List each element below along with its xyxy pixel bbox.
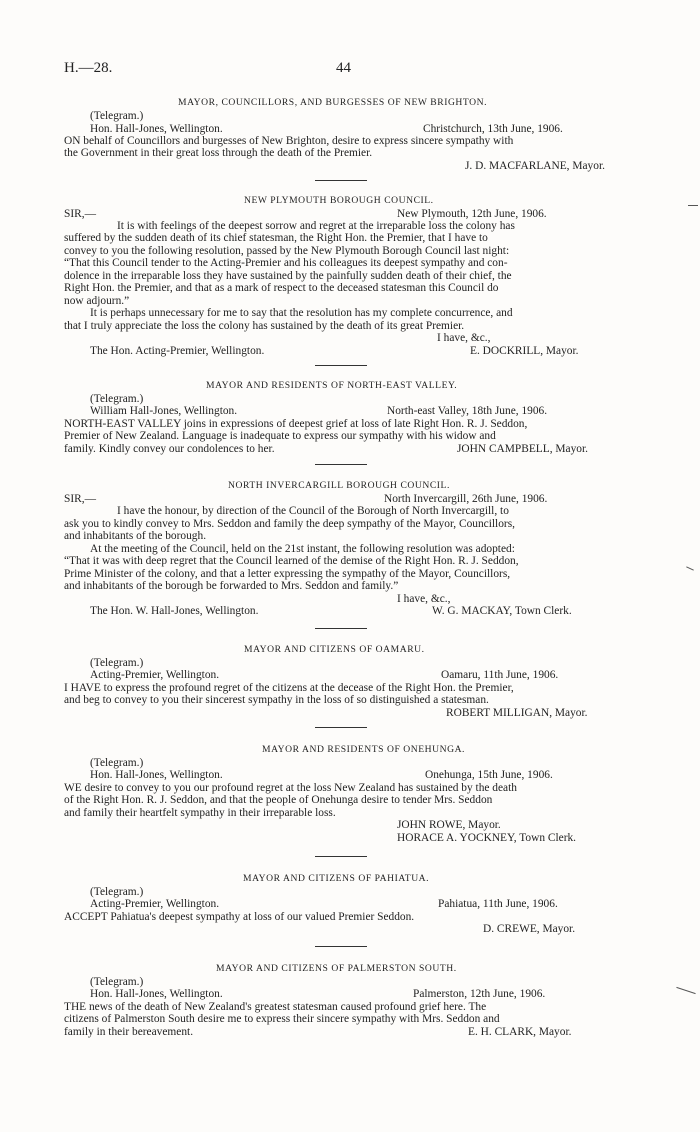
body-line: of the Right Hon. R. J. Seddon, and that the people of Onehunga desire to tender Mrs. Seddon [64, 794, 493, 806]
closing: I have, &c., [397, 593, 451, 605]
signature: JOHN CAMPBELL, Mayor. [457, 443, 588, 455]
signature: E. H. CLARK, Mayor. [468, 1026, 572, 1038]
telegram-label: (Telegram.) [90, 657, 144, 669]
body-line: and beg to convey to you their sincerest sympathy in the loss of so distinguished a statesman. [64, 694, 489, 706]
salutation: SIR,— [64, 493, 96, 505]
body-line: and inhabitants of the borough. [64, 530, 207, 542]
body-line: WE desire to convey to you our profound regret at the loss New Zealand has sustained by the death [64, 782, 517, 794]
body-line: and family their heartfelt sympathy in their irreparable loss. [64, 807, 336, 819]
signature-clerk: HORACE A. YOCKNEY, Town Clerk. [397, 832, 577, 844]
telegram-label: (Telegram.) [90, 976, 144, 988]
body-line: At the meeting of the Council, held on the 21st instant, the following resolution was adopted: [90, 543, 515, 555]
recipient: Hon. Hall-Jones, Wellington. [90, 123, 223, 135]
body-line: family. Kindly convey our condolences to her. [64, 443, 275, 455]
recipient: William Hall-Jones, Wellington. [90, 405, 238, 417]
page-number: 44 [336, 60, 351, 76]
body-line: ask you to kindly convey to Mrs. Seddon and family the deep sympathy of the Mayor, Councillors, [64, 518, 515, 530]
place-date: Oamaru, 11th June, 1906. [441, 669, 559, 681]
recipient: The Hon. Acting-Premier, Wellington. [90, 345, 265, 357]
signature: ROBERT MILLIGAN, Mayor. [446, 707, 588, 719]
signature: E. DOCKRILL, Mayor. [470, 345, 579, 357]
section-title: NORTH INVERCARGILL BOROUGH COUNCIL. [228, 480, 450, 491]
section-title: MAYOR AND RESIDENTS OF NORTH-EAST VALLEY. [206, 380, 458, 391]
salutation: SIR,— [64, 208, 96, 220]
place-date: Pahiatua, 11th June, 1906. [438, 898, 558, 910]
place-date: North Invercargill, 26th June, 1906. [384, 493, 548, 505]
section-title: MAYOR AND CITIZENS OF OAMARU. [244, 644, 425, 655]
place-date: North-east Valley, 18th June, 1906. [387, 405, 548, 417]
margin-mark [686, 566, 694, 570]
body-line: I have the honour, by direction of the Council of the Borough of North Invercargill, to [117, 505, 509, 517]
telegram-label: (Telegram.) [90, 393, 144, 405]
body-line: “That this Council tender to the Acting-Premier and his colleagues its deepest sympathy and con- [64, 257, 508, 269]
telegram-label: (Telegram.) [90, 886, 144, 898]
body-line: dolence in the irreparable loss they have sustained by the painfully sudden death of their chief, the [64, 270, 512, 282]
body-line: THE news of the death of New Zealand's greatest statesman caused profound grief here. The [64, 1001, 487, 1013]
telegram-label: (Telegram.) [90, 757, 144, 769]
recipient: Hon. Hall-Jones, Wellington. [90, 988, 223, 1000]
section-divider [315, 628, 367, 629]
section-divider [315, 464, 367, 465]
page-code: H.—28. [64, 60, 113, 76]
body-line: Premier of New Zealand. Language is inadequate to express our sympathy with his widow and [64, 430, 496, 442]
body-line: family in their bereavement. [64, 1026, 194, 1038]
body-line: NORTH-EAST VALLEY joins in expressions of deepest grief at loss of late Right Hon. R. J. Seddon, [64, 418, 528, 430]
section-divider [315, 727, 367, 728]
place-date: Palmerston, 12th June, 1906. [413, 988, 546, 1000]
body-line: “That it was with deep regret that the Council learned of the demise of the Right Hon. R. J. Seddon, [64, 555, 519, 567]
place-date: Onehunga, 15th June, 1906. [425, 769, 553, 781]
section-title: NEW PLYMOUTH BOROUGH COUNCIL. [244, 195, 434, 206]
signature: JOHN ROWE, Mayor. [397, 819, 501, 831]
body-line: Right Hon. the Premier, and that as a mark of respect to the deceased statesman this Council do [64, 282, 499, 294]
section-divider [315, 856, 367, 857]
recipient: Acting-Premier, Wellington. [90, 898, 220, 910]
signature: W. G. MACKAY, Town Clerk. [432, 605, 572, 617]
body-line: ON behalf of Councillors and burgesses of New Brighton, desire to express sincere sympathy with [64, 135, 514, 147]
recipient: The Hon. W. Hall-Jones, Wellington. [90, 605, 259, 617]
body-line: citizens of Palmerston South desire me to express their sincere sympathy with Mrs. Seddon and [64, 1013, 500, 1025]
closing: I have, &c., [437, 332, 491, 344]
margin-mark [676, 987, 695, 994]
signature: J. D. MACFARLANE, Mayor. [465, 160, 605, 172]
section-divider [315, 946, 367, 947]
place-date: Christchurch, 13th June, 1906. [423, 123, 563, 135]
section-title: MAYOR AND RESIDENTS OF ONEHUNGA. [262, 744, 466, 755]
recipient: Acting-Premier, Wellington. [90, 669, 220, 681]
body-line: Prime Minister of the colony, and that a letter expressing the sympathy of the Mayor, Councillors, [64, 568, 511, 580]
body-line: It is perhaps unnecessary for me to say that the resolution has my complete concurrence, and [90, 307, 513, 319]
body-line: and inhabitants of the borough be forwarded to Mrs. Seddon and family.” [64, 580, 399, 592]
body-line: suffered by the sudden death of its chief statesman, the Right Hon. the Premier, that I have to [64, 232, 488, 244]
section-title: MAYOR AND CITIZENS OF PAHIATUA. [243, 873, 430, 884]
body-line: ACCEPT Pahiatua's deepest sympathy at loss of our valued Premier Seddon. [64, 911, 415, 923]
section-divider [315, 180, 367, 181]
body-line: I HAVE to express the profound regret of the citizens at the decease of the Right Hon. the Premier, [64, 682, 514, 694]
recipient: Hon. Hall-Jones, Wellington. [90, 769, 223, 781]
body-line: convey to you the following resolution, passed by the New Plymouth Borough Council last night: [64, 245, 510, 257]
telegram-label: (Telegram.) [90, 110, 144, 122]
place-date: New Plymouth, 12th June, 1906. [397, 208, 547, 220]
section-title: MAYOR, COUNCILLORS, AND BURGESSES OF NEW BRIGHTON. [178, 97, 488, 108]
body-line: now adjourn.” [64, 295, 130, 307]
body-line: It is with feelings of the deepest sorrow and regret at the irreparable loss the colony has [117, 220, 515, 232]
margin-mark [688, 205, 698, 206]
body-line: that I truly appreciate the loss the colony has sustained by the death of its great Premier. [64, 320, 465, 332]
signature: D. CREWE, Mayor. [483, 923, 576, 935]
section-title: MAYOR AND CITIZENS OF PALMERSTON SOUTH. [216, 963, 457, 974]
body-line: the Government in their great loss through the death of the Premier. [64, 147, 373, 159]
section-divider [315, 365, 367, 366]
